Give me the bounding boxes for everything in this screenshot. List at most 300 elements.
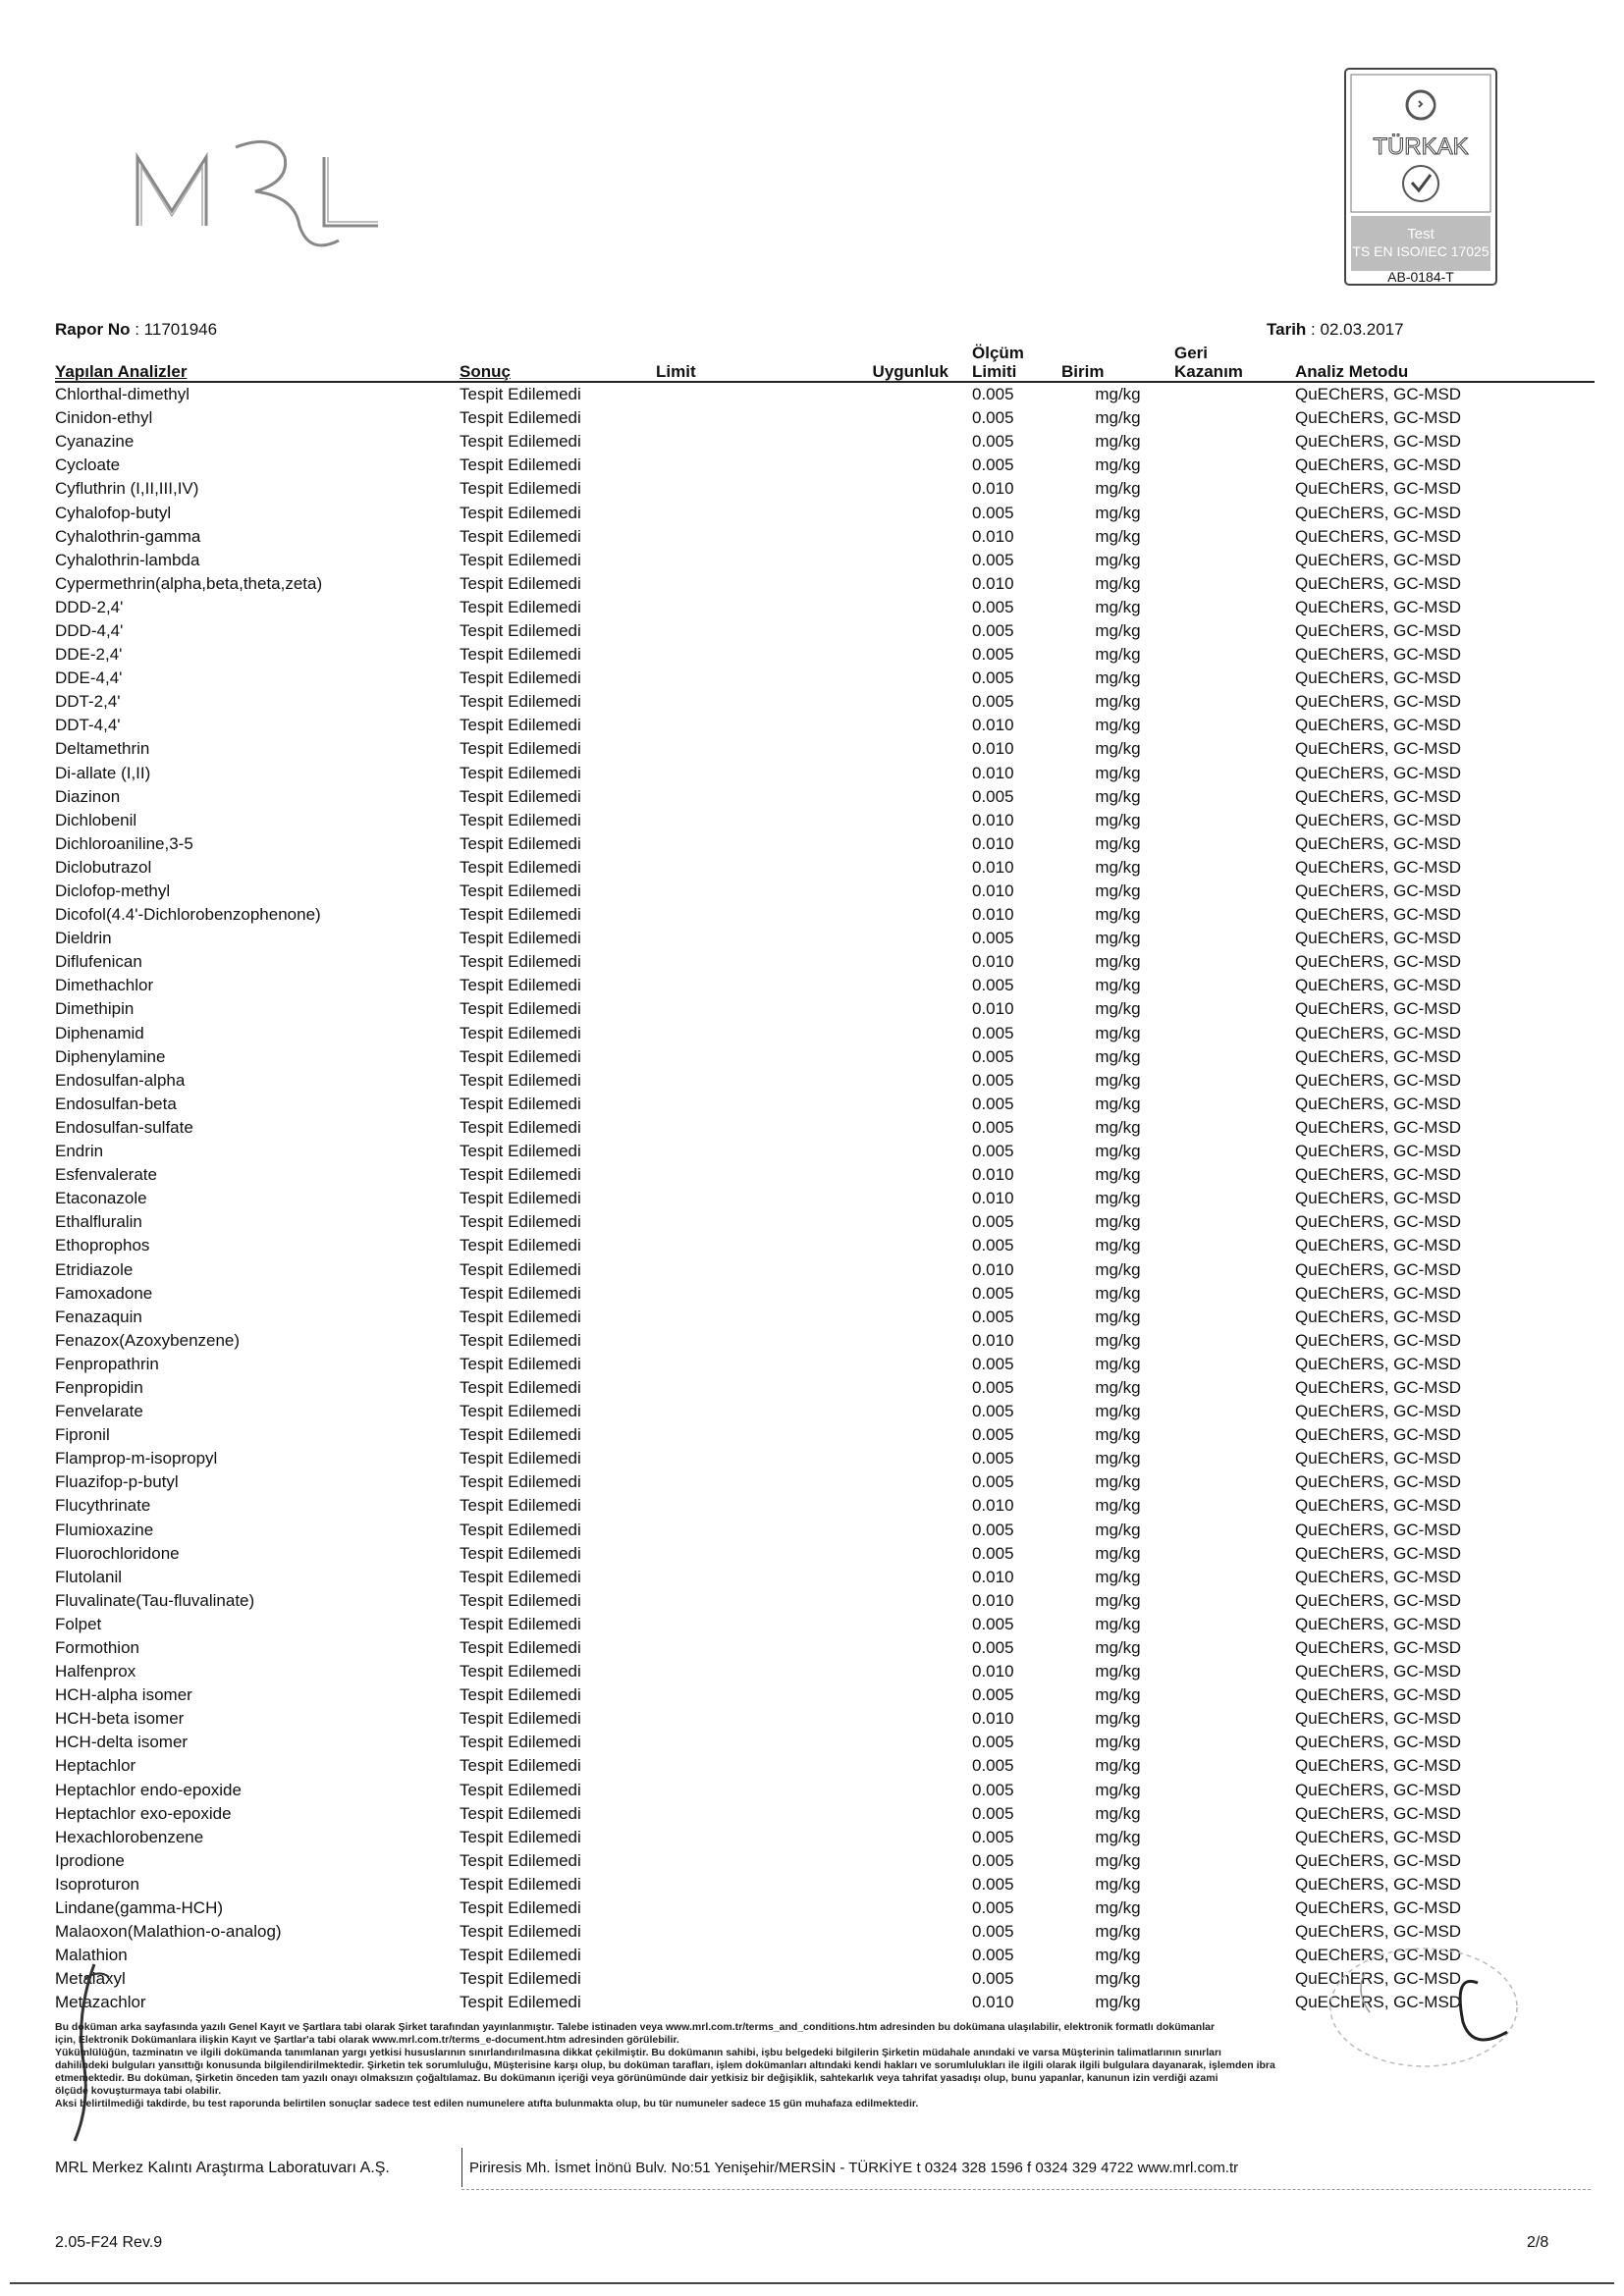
table-row	[55, 1022, 1595, 1045]
limit-value	[656, 643, 833, 667]
method-value: QuEChERS, GC-MSD	[1295, 1874, 1462, 1894]
lod-value: 0.010	[972, 1496, 1014, 1516]
report-number	[55, 320, 217, 340]
analysis-name: DDE-4,4'	[55, 668, 123, 688]
recovery-value	[1174, 525, 1277, 549]
unit-value: mg/kg	[1095, 976, 1141, 995]
compliance-value	[833, 1022, 958, 1045]
analysis-name: HCH-alpha isomer	[55, 1685, 192, 1705]
method-value: QuEChERS, GC-MSD	[1295, 1283, 1462, 1303]
lod-value: 0.005	[972, 1307, 1014, 1326]
limit-value	[656, 1542, 833, 1566]
unit-value: mg/kg	[1095, 692, 1141, 712]
compliance-value	[833, 1234, 958, 1257]
analysis-name: Malathion	[55, 1946, 128, 1965]
lod-value: 0.010	[972, 905, 1014, 925]
analysis-name: Diphenylamine	[55, 1046, 166, 1066]
recovery-value	[1174, 1423, 1277, 1447]
unit-value: mg/kg	[1095, 1046, 1141, 1066]
method-value: QuEChERS, GC-MSD	[1295, 1803, 1462, 1823]
analysis-name: DDE-2,4'	[55, 645, 123, 665]
recovery-value	[1174, 1400, 1277, 1423]
table-row	[55, 1376, 1595, 1400]
analysis-name: Metazachlor	[55, 1993, 146, 2012]
result-value: Tespit Edilemedi	[460, 833, 581, 853]
method-value: QuEChERS, GC-MSD	[1295, 763, 1462, 782]
lod-value: 0.005	[972, 1142, 1014, 1161]
analysis-name: Fluorochloridone	[55, 1543, 180, 1563]
analysis-name: Di-allate (I,II)	[55, 763, 151, 782]
result-value: Tespit Edilemedi	[460, 1874, 581, 1894]
result-value: Tespit Edilemedi	[460, 1590, 581, 1610]
lod-value: 0.005	[972, 1756, 1014, 1776]
method-value: QuEChERS, GC-MSD	[1295, 1472, 1462, 1492]
method-value: QuEChERS, GC-MSD	[1295, 1850, 1462, 1870]
lod-value: 0.005	[972, 408, 1014, 428]
limit-value	[656, 1447, 833, 1470]
limit-value	[656, 762, 833, 785]
method-value: QuEChERS, GC-MSD	[1295, 976, 1462, 995]
lod-value: 0.005	[972, 1070, 1014, 1090]
limit-value	[656, 1754, 833, 1778]
lod-value: 0.005	[972, 1969, 1014, 1989]
recovery-value	[1174, 1566, 1277, 1589]
compliance-value	[833, 1210, 958, 1234]
compliance-value	[833, 903, 958, 927]
analysis-name: Diphenamid	[55, 1023, 144, 1042]
unit-value: mg/kg	[1095, 1662, 1141, 1682]
recovery-value	[1174, 927, 1277, 950]
unit-value: mg/kg	[1095, 1070, 1141, 1090]
table-row	[55, 1566, 1595, 1589]
compliance-value	[833, 856, 958, 880]
unit-value: mg/kg	[1095, 1803, 1141, 1823]
table-row	[55, 1140, 1595, 1163]
analysis-name: Deltamethrin	[55, 739, 150, 759]
lod-value: 0.005	[972, 1023, 1014, 1042]
lod-value: 0.010	[972, 1993, 1014, 2012]
unit-value: mg/kg	[1095, 479, 1141, 499]
limit-value	[656, 1400, 833, 1423]
lod-value: 0.005	[972, 1354, 1014, 1373]
recovery-value	[1174, 1613, 1277, 1636]
table-row	[55, 974, 1595, 997]
analysis-name: Cypermethrin(alpha,beta,theta,zeta)	[55, 573, 323, 593]
table-row	[55, 1187, 1595, 1210]
table-row	[55, 1329, 1595, 1353]
result-value: Tespit Edilemedi	[460, 999, 581, 1019]
result-value: Tespit Edilemedi	[460, 1449, 581, 1468]
compliance-value	[833, 1754, 958, 1778]
recovery-value	[1174, 1849, 1277, 1873]
result-value: Tespit Edilemedi	[460, 1709, 581, 1729]
accreditation-brand: TÜRKAK	[1373, 133, 1469, 160]
result-value: Tespit Edilemedi	[460, 739, 581, 759]
analysis-name: DDT-4,4'	[55, 716, 121, 735]
limit-value	[656, 1802, 833, 1826]
method-value: QuEChERS, GC-MSD	[1295, 1922, 1462, 1942]
result-value: Tespit Edilemedi	[460, 1969, 581, 1989]
table-row	[55, 1683, 1595, 1707]
footnote-line: Bu doküman arka sayfasında yazılı Genel Kayıt ve Şartlara tabi olarak Şirket tarafından yayınlanmıştır. Talebe istinaden veya www.mrl.com.tr/terms_and_conditions.htm adresinden bu dokümana ulaşılabilir, elektronik formatlı dokümanlar	[55, 2021, 1216, 2033]
col-result: Sonuç	[460, 362, 511, 381]
lod-value: 0.010	[972, 1590, 1014, 1610]
method-value: QuEChERS, GC-MSD	[1295, 432, 1462, 452]
table-row	[55, 1849, 1595, 1873]
compliance-value	[833, 1306, 958, 1329]
analysis-name: Famoxadone	[55, 1283, 153, 1303]
table-row	[55, 1731, 1595, 1754]
method-value: QuEChERS, GC-MSD	[1295, 1496, 1462, 1516]
recovery-value	[1174, 1187, 1277, 1210]
result-value: Tespit Edilemedi	[460, 1046, 581, 1066]
compliance-value	[833, 1613, 958, 1636]
method-value: QuEChERS, GC-MSD	[1295, 1307, 1462, 1326]
method-value: QuEChERS, GC-MSD	[1295, 999, 1462, 1019]
limit-value	[656, 1470, 833, 1494]
table-row	[55, 1257, 1595, 1281]
col-limit: Limit	[656, 362, 696, 381]
accreditation-code: AB-0184-T	[1387, 269, 1454, 285]
unit-value: mg/kg	[1095, 550, 1141, 569]
lod-value: 0.010	[972, 833, 1014, 853]
analysis-name: Halfenprox	[55, 1662, 136, 1682]
bottom-rule	[10, 2282, 1614, 2284]
recovery-value	[1174, 572, 1277, 596]
recovery-value	[1174, 1826, 1277, 1849]
col-lod: Ölçüm Limiti	[972, 344, 1024, 381]
method-value: QuEChERS, GC-MSD	[1295, 810, 1462, 829]
table-row	[55, 667, 1595, 690]
lod-value: 0.005	[972, 1946, 1014, 1965]
table-row	[55, 1542, 1595, 1566]
compliance-value	[833, 1257, 958, 1281]
unit-value: mg/kg	[1095, 1614, 1141, 1633]
method-value: QuEChERS, GC-MSD	[1295, 833, 1462, 853]
compliance-value	[833, 1566, 958, 1589]
unit-value: mg/kg	[1095, 1874, 1141, 1894]
table-row	[55, 1282, 1595, 1306]
table-row	[55, 1306, 1595, 1329]
footnote-line: Yükümlülüğün, tazminatın ve ilgili dokümanda tanımlanan yargı yetkisi hususlarının sınırlandırılmasına dikkat çekilmiştir. Bu dokümanın sahibi, işbu belgedeki bilgilerin Şirketin müdahale anındaki ve varsa Müşterinin talimatlarının sınırları	[55, 2047, 1221, 2058]
limit-value	[656, 1282, 833, 1306]
turkak-accreditation-badge	[1337, 61, 1504, 296]
limit-value	[656, 454, 833, 477]
col-unit: Birim	[1061, 362, 1105, 381]
limit-value	[656, 880, 833, 903]
limit-value	[656, 1731, 833, 1754]
table-row	[55, 549, 1595, 572]
table-row	[55, 501, 1595, 524]
lod-value: 0.010	[972, 1567, 1014, 1586]
compliance-value	[833, 1849, 958, 1873]
limit-value	[656, 1140, 833, 1163]
table-row	[55, 1660, 1595, 1683]
unit-value: mg/kg	[1095, 1330, 1141, 1350]
method-value: QuEChERS, GC-MSD	[1295, 1046, 1462, 1066]
limit-value	[656, 997, 833, 1021]
lod-value: 0.005	[972, 1094, 1014, 1113]
unit-value: mg/kg	[1095, 620, 1141, 640]
analysis-name: Fenpropathrin	[55, 1354, 159, 1373]
lod-value: 0.005	[972, 1543, 1014, 1563]
recovery-value	[1174, 714, 1277, 737]
table-row	[55, 1707, 1595, 1731]
limit-value	[656, 501, 833, 524]
table-row	[55, 856, 1595, 880]
table-row	[55, 1494, 1595, 1518]
analysis-name: Formothion	[55, 1638, 139, 1658]
limit-value	[656, 1187, 833, 1210]
unit-value: mg/kg	[1095, 1756, 1141, 1776]
result-value: Tespit Edilemedi	[460, 1567, 581, 1586]
limit-value	[656, 1660, 833, 1683]
compliance-value	[833, 927, 958, 950]
table-row	[55, 1234, 1595, 1257]
lod-value: 0.005	[972, 692, 1014, 712]
limit-value	[656, 1093, 833, 1116]
limit-value	[656, 549, 833, 572]
table-row	[55, 785, 1595, 809]
unit-value: mg/kg	[1095, 1189, 1141, 1208]
compliance-value	[833, 1470, 958, 1494]
recovery-value	[1174, 690, 1277, 714]
method-value: QuEChERS, GC-MSD	[1295, 385, 1462, 404]
recovery-value	[1174, 1494, 1277, 1518]
footer-divider	[461, 2189, 1591, 2190]
recovery-value	[1174, 809, 1277, 832]
accreditation-standard: TS EN ISO/IEC 17025	[1352, 243, 1489, 259]
result-value: Tespit Edilemedi	[460, 1070, 581, 1090]
unit-value: mg/kg	[1095, 857, 1141, 877]
result-value: Tespit Edilemedi	[460, 976, 581, 995]
limit-value	[656, 1353, 833, 1376]
recovery-value	[1174, 667, 1277, 690]
unit-value: mg/kg	[1095, 432, 1141, 452]
limit-value	[656, 714, 833, 737]
compliance-value	[833, 1707, 958, 1731]
unit-value: mg/kg	[1095, 716, 1141, 735]
method-value: QuEChERS, GC-MSD	[1295, 573, 1462, 593]
unit-value: mg/kg	[1095, 1780, 1141, 1799]
compliance-value	[833, 974, 958, 997]
method-value: QuEChERS, GC-MSD	[1295, 881, 1462, 901]
recovery-value	[1174, 1093, 1277, 1116]
recovery-value	[1174, 1210, 1277, 1234]
method-value: QuEChERS, GC-MSD	[1295, 1827, 1462, 1846]
unit-value: mg/kg	[1095, 503, 1141, 522]
compliance-value	[833, 667, 958, 690]
limit-value	[656, 1376, 833, 1400]
lod-value: 0.005	[972, 1614, 1014, 1633]
lod-value: 0.005	[972, 1377, 1014, 1397]
table-row	[55, 1069, 1595, 1093]
recovery-value	[1174, 950, 1277, 974]
recovery-value	[1174, 1707, 1277, 1731]
lod-value: 0.005	[972, 668, 1014, 688]
compliance-value	[833, 1400, 958, 1423]
method-value: QuEChERS, GC-MSD	[1295, 479, 1462, 499]
compliance-value	[833, 1353, 958, 1376]
method-value: QuEChERS, GC-MSD	[1295, 1520, 1462, 1539]
recovery-value	[1174, 1873, 1277, 1896]
method-value: QuEChERS, GC-MSD	[1295, 1733, 1462, 1752]
limit-value	[656, 1920, 833, 1944]
lod-value: 0.005	[972, 1283, 1014, 1303]
analysis-name: Hexachlorobenzene	[55, 1827, 204, 1846]
unit-value: mg/kg	[1095, 526, 1141, 546]
unit-value: mg/kg	[1095, 1283, 1141, 1303]
unit-value: mg/kg	[1095, 1922, 1141, 1942]
unit-value: mg/kg	[1095, 1117, 1141, 1137]
result-value: Tespit Edilemedi	[460, 1307, 581, 1326]
lod-value: 0.005	[972, 597, 1014, 616]
analysis-name: Lindane(gamma-HCH)	[55, 1898, 224, 1918]
unit-value: mg/kg	[1095, 408, 1141, 428]
result-value: Tespit Edilemedi	[460, 526, 581, 546]
result-value: Tespit Edilemedi	[460, 1898, 581, 1918]
analysis-name: Cinidon-ethyl	[55, 408, 153, 428]
table-row	[55, 1353, 1595, 1376]
analysis-name: Flucythrinate	[55, 1496, 151, 1516]
method-value: QuEChERS, GC-MSD	[1295, 739, 1462, 759]
analysis-name: Fenvelarate	[55, 1402, 143, 1421]
method-value: QuEChERS, GC-MSD	[1295, 1259, 1462, 1279]
method-value: QuEChERS, GC-MSD	[1295, 1662, 1462, 1682]
analysis-name: Heptachlor exo-epoxide	[55, 1803, 232, 1823]
recovery-value	[1174, 477, 1277, 501]
compliance-value	[833, 1660, 958, 1683]
compliance-value	[833, 525, 958, 549]
unit-value: mg/kg	[1095, 455, 1141, 475]
method-value: QuEChERS, GC-MSD	[1295, 1165, 1462, 1185]
result-value: Tespit Edilemedi	[460, 905, 581, 925]
lod-value: 0.010	[972, 716, 1014, 735]
compliance-value	[833, 832, 958, 856]
method-value: QuEChERS, GC-MSD	[1295, 1946, 1462, 1965]
recovery-value	[1174, 1329, 1277, 1353]
compliance-value	[833, 714, 958, 737]
unit-value: mg/kg	[1095, 952, 1141, 972]
col-method: Analiz Metodu	[1295, 362, 1409, 381]
limit-value	[656, 1329, 833, 1353]
table-row	[55, 1754, 1595, 1778]
result-value: Tespit Edilemedi	[460, 1803, 581, 1823]
unit-value: mg/kg	[1095, 385, 1141, 404]
unit-value: mg/kg	[1095, 1638, 1141, 1658]
recovery-value	[1174, 1163, 1277, 1187]
limit-value	[656, 1494, 833, 1518]
compliance-value	[833, 1282, 958, 1306]
method-value: QuEChERS, GC-MSD	[1295, 645, 1462, 665]
unit-value: mg/kg	[1095, 905, 1141, 925]
limit-value	[656, 1163, 833, 1187]
limit-value	[656, 1022, 833, 1045]
lod-value: 0.005	[972, 385, 1014, 404]
recovery-value	[1174, 1257, 1277, 1281]
result-value: Tespit Edilemedi	[460, 1259, 581, 1279]
analysis-name: Metalaxyl	[55, 1969, 126, 1989]
result-value: Tespit Edilemedi	[460, 1922, 581, 1942]
lod-value: 0.010	[972, 739, 1014, 759]
lod-value: 0.005	[972, 1520, 1014, 1539]
table-row	[55, 619, 1595, 643]
lod-value: 0.005	[972, 1425, 1014, 1445]
footnote-line: Aksi belirtilmediği takdirde, bu test raporunda belirtilen sonuçlar sadece test edilen numunelere atıfta bulunmakta olup, bu tür numuneler sadece 15 gün muhafaza edilmektedir.	[55, 2098, 919, 2109]
table-row	[55, 737, 1595, 761]
compliance-value	[833, 762, 958, 785]
result-value: Tespit Edilemedi	[460, 550, 581, 569]
limit-value	[656, 430, 833, 454]
method-value: QuEChERS, GC-MSD	[1295, 716, 1462, 735]
limit-value	[656, 690, 833, 714]
method-value: QuEChERS, GC-MSD	[1295, 1756, 1462, 1776]
table-row	[55, 1447, 1595, 1470]
recovery-value	[1174, 406, 1277, 430]
compliance-value	[833, 1683, 958, 1707]
report-date-label: Tarih	[1267, 320, 1307, 339]
analysis-name: Dicofol(4.4'-Dichlorobenzophenone)	[55, 905, 321, 925]
unit-value: mg/kg	[1095, 1567, 1141, 1586]
analysis-name: Fluvalinate(Tau-fluvalinate)	[55, 1590, 255, 1610]
result-value: Tespit Edilemedi	[460, 620, 581, 640]
method-value: QuEChERS, GC-MSD	[1295, 1449, 1462, 1468]
unit-value: mg/kg	[1095, 999, 1141, 1019]
result-value: Tespit Edilemedi	[460, 1520, 581, 1539]
table-row	[55, 762, 1595, 785]
result-value: Tespit Edilemedi	[460, 1733, 581, 1752]
limit-value	[656, 1566, 833, 1589]
result-value: Tespit Edilemedi	[460, 1614, 581, 1633]
method-value: QuEChERS, GC-MSD	[1295, 952, 1462, 972]
compliance-value	[833, 1991, 958, 2014]
compliance-value	[833, 406, 958, 430]
lod-value: 0.010	[972, 1709, 1014, 1729]
analysis-name: Endosulfan-alpha	[55, 1070, 186, 1090]
footnote-line: dahilindeki bulguları yansıttığı konusunda bilgilendirilmektedir. Şirketin tek sorumluluğu, Müşterisine karşı olup, bu doküman tarafları, işlem dokümanları altındaki kendi hakları ve sorumlulukları ile ilgili olarak ilgili bulgulara dayanarak, işlemden ibra	[55, 2059, 1275, 2071]
lod-value: 0.010	[972, 881, 1014, 901]
legal-footnote	[55, 2021, 1587, 2110]
table-row	[55, 997, 1595, 1021]
recovery-value	[1174, 1967, 1277, 1991]
recovery-value	[1174, 454, 1277, 477]
unit-value: mg/kg	[1095, 1377, 1141, 1397]
method-value: QuEChERS, GC-MSD	[1295, 455, 1462, 475]
unit-value: mg/kg	[1095, 1142, 1141, 1161]
method-value: QuEChERS, GC-MSD	[1295, 503, 1462, 522]
unit-value: mg/kg	[1095, 1590, 1141, 1610]
table-row	[55, 714, 1595, 737]
result-value: Tespit Edilemedi	[460, 1425, 581, 1445]
analysis-name: HCH-delta isomer	[55, 1733, 189, 1752]
compliance-value	[833, 809, 958, 832]
limit-value	[656, 1234, 833, 1257]
limit-value	[656, 832, 833, 856]
result-value: Tespit Edilemedi	[460, 385, 581, 404]
recovery-value	[1174, 643, 1277, 667]
analysis-name: Diazinon	[55, 786, 121, 806]
unit-value: mg/kg	[1095, 1236, 1141, 1255]
limit-value	[656, 1849, 833, 1873]
table-row	[55, 1423, 1595, 1447]
method-value: QuEChERS, GC-MSD	[1295, 1969, 1462, 1989]
footnote-line: etmemektedir. Bu doküman, Şirketin önceden tam yazılı onayı olmaksızın çoğaltılamaz. Bu dokümanın içeriği veya görünümünde dair yetkisiz bir değişiklik, sahtekarlık veya tahrifat yasadışı olup, bunu yapanlar, kanunun izin verdiği azami	[55, 2072, 1218, 2084]
table-row	[55, 1613, 1595, 1636]
limit-value	[656, 1991, 833, 2014]
recovery-value	[1174, 596, 1277, 619]
method-value: QuEChERS, GC-MSD	[1295, 1023, 1462, 1042]
method-value: QuEChERS, GC-MSD	[1295, 1236, 1462, 1255]
